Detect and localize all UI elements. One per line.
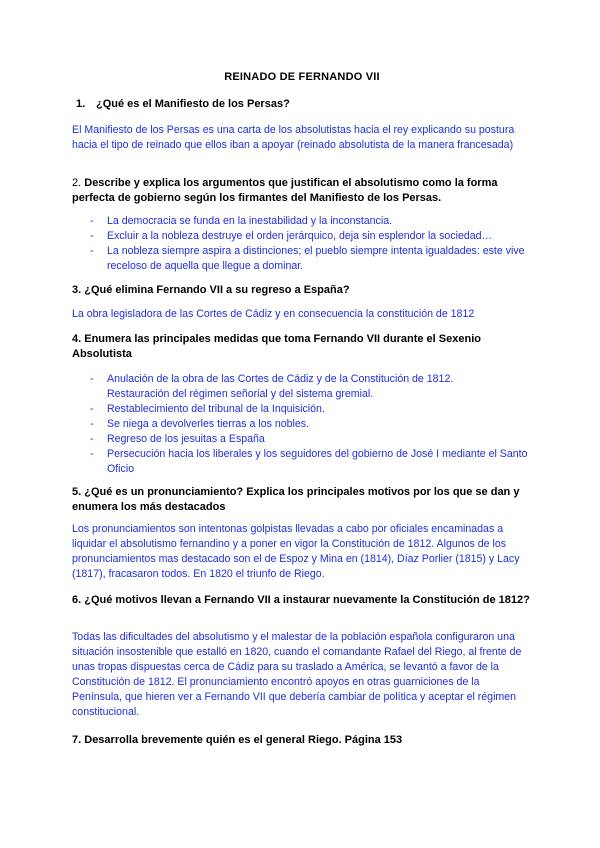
question-text: Desarrolla brevemente quién es el general Riego. Página 153 bbox=[84, 734, 403, 746]
list-item-text: Anulación de la obra de las Cortes de Cádiz y de la Constitución de 1812. bbox=[107, 373, 454, 385]
list-item: - La nobleza siempre aspira a distinciones; el pueblo siempre intenta igualdades: este vive receloso de aquella que llegue a dominar. bbox=[90, 244, 530, 274]
question-3 bbox=[72, 283, 532, 298]
question-text: Describe y explica los argumentos que justifican el absolutismo como la forma perfecta de gobierno según los firmantes del Manifiesto de los Persas. bbox=[72, 177, 498, 204]
list-item: - Se niega a devolverles tierras a los nobles. bbox=[90, 417, 530, 432]
question-text: ¿Qué motivos llevan a Fernando VII a instaurar nuevamente la Constitución de 1812? bbox=[84, 594, 530, 606]
answer-1: El Manifiesto de los Persas es una carta de los absolutistas hacia el rey explicando su postura hacia el tipo de reinado que ellos iban a apoyar (reinado absolutista de la manera francesada) bbox=[72, 124, 515, 151]
answer-4-list bbox=[90, 372, 530, 477]
question-2 bbox=[72, 176, 532, 206]
question-text: Enumera las principales medidas que toma Fernando VII durante el Sexenio Absolutista bbox=[72, 333, 481, 360]
question-number: 7. bbox=[72, 734, 82, 746]
list-item: - Excluir a la nobleza destruye el orden jerárquico, deja sin esplendor la sociedad… bbox=[90, 229, 530, 244]
question-6 bbox=[72, 593, 532, 608]
question-number: 5. bbox=[72, 486, 82, 498]
question-number: 2. bbox=[72, 177, 82, 189]
document-title: REINADO DE FERNANDO VII bbox=[224, 71, 380, 83]
question-7 bbox=[72, 733, 532, 748]
list-item: - Regreso de los jesuitas a España bbox=[90, 432, 530, 447]
question-4 bbox=[72, 332, 532, 362]
question-1 bbox=[72, 97, 532, 112]
list-item: - Persecución hacia los liberales y los seguidores del gobierno de José I mediante el Santo Oficio bbox=[90, 447, 530, 477]
question-number: 1. bbox=[76, 98, 86, 110]
list-item: - La democracia se funda en la inestabilidad y la inconstancia. bbox=[90, 214, 530, 229]
list-item: - Restablecimiento del tribunal de la Inquisición. bbox=[90, 402, 530, 417]
answer-6: Todas las dificultades del absolutismo y el malestar de la población española configuraron una situación insostenible que estalló en 1820, cuando el comandante Rafael del Riego, al frente de unas tropas dispuestas cerca de Cádiz para su traslado a América, se levantó a favor de la Constitución de 1812. El pronunciamiento encontró apoyos en otras guarniciones de la Península, que hieren ver a Fernando VII que debería cambiar de política y aceptar el régimen constitucional. bbox=[72, 631, 522, 718]
answer-2-list bbox=[90, 214, 530, 274]
question-text: ¿Qué es un pronunciamiento? Explica los principales motivos por los que se dan y enumera los más destacados bbox=[72, 486, 520, 513]
answer-5: Los pronunciamientos son intentonas golpistas llevadas a cabo por oficiales encaminadas a liquidar el absolutismo fernandino y a poner en vigor la Constitución de 1812. Algunos de los pronunciamientos mas destacado son el de Espoz y Mina en (1814), Díaz Porlier (1815) y Lacy (1817), fracasaron todos. En 1820 el triunfo de Riego. bbox=[72, 523, 520, 580]
question-number: 3. bbox=[72, 284, 82, 296]
question-number: 6. bbox=[72, 594, 82, 606]
question-text: ¿Qué elimina Fernando VII a su regreso a España? bbox=[84, 284, 350, 296]
list-item-subline: Restauración del régimen señorial y del sistema gremial. bbox=[107, 388, 374, 400]
list-item bbox=[90, 372, 530, 402]
question-5 bbox=[72, 485, 532, 515]
answer-3: La obra legisladora de las Cortes de Cádiz y en consecuencia la constitución de 1812 bbox=[72, 308, 475, 320]
question-number: 4. bbox=[72, 333, 82, 345]
question-text: ¿Qué es el Manifiesto de los Persas? bbox=[96, 98, 290, 110]
